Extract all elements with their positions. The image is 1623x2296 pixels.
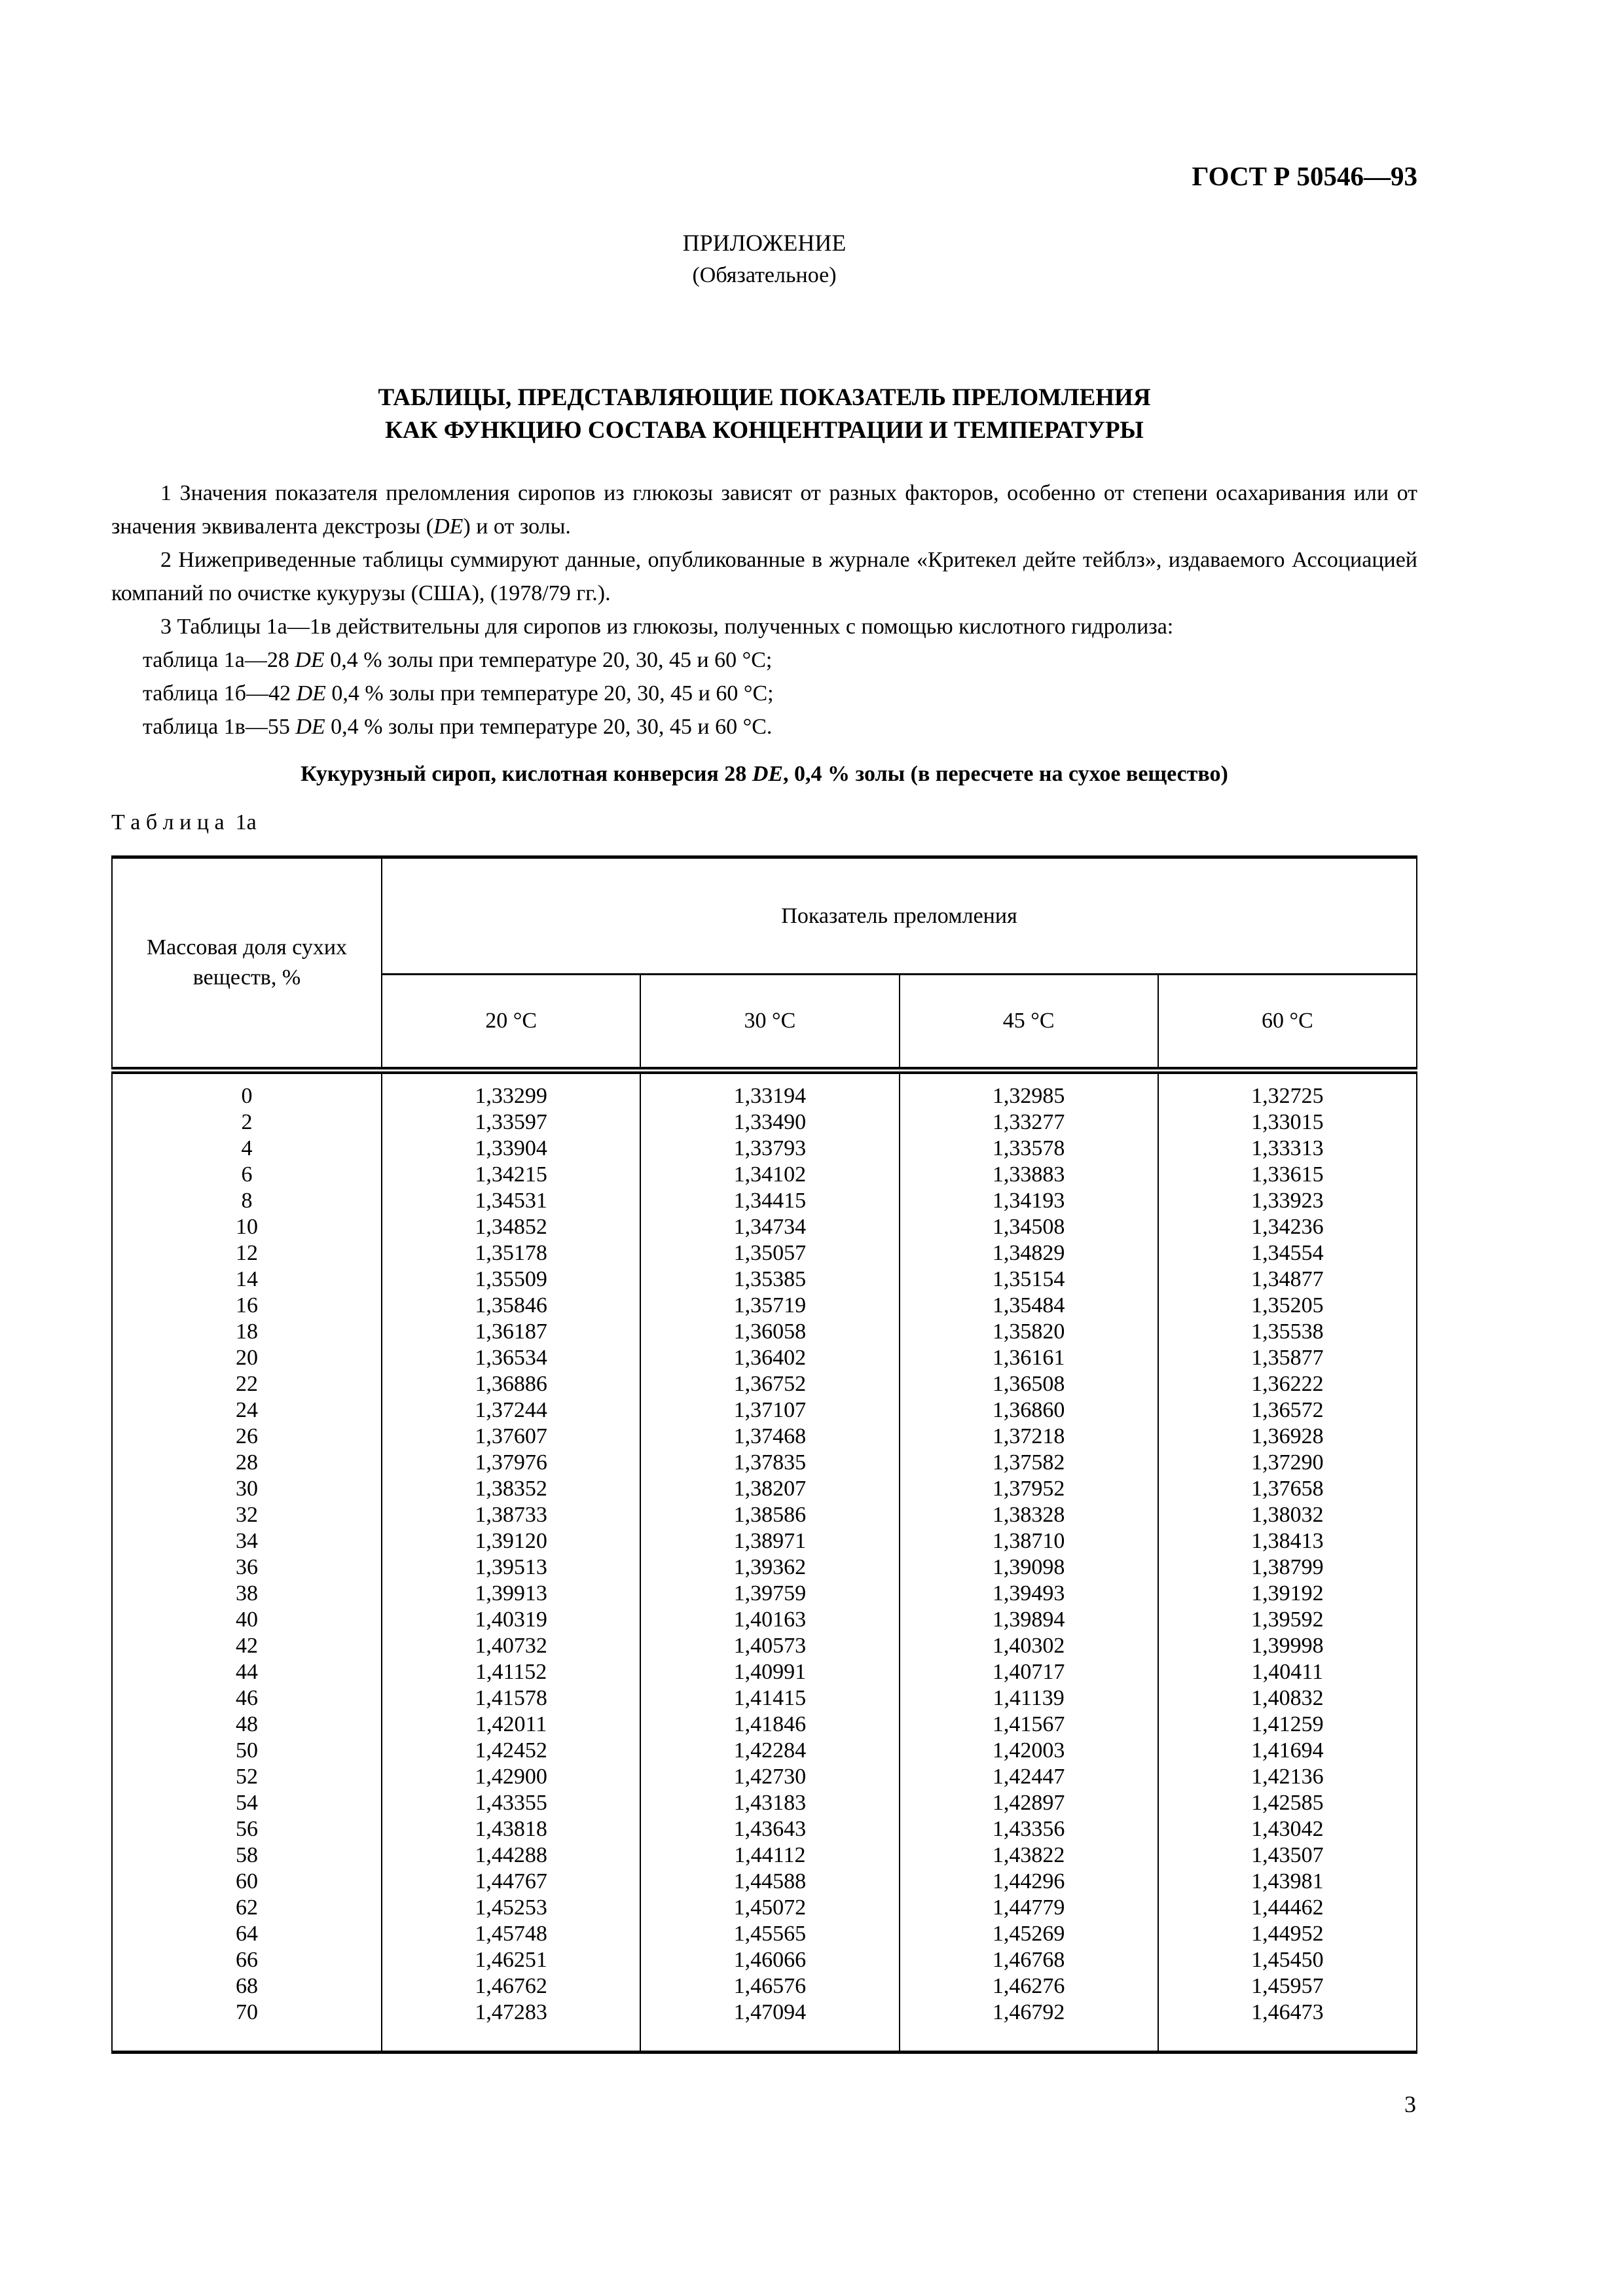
refraction-value-cell: 1,46768	[900, 1947, 1158, 1973]
refraction-value-cell: 1,34193	[900, 1188, 1158, 1214]
refraction-value-cell: 1,43507	[1158, 1842, 1417, 1869]
refraction-value-cell: 1,38733	[382, 1502, 640, 1528]
table-body	[112, 1071, 1417, 2053]
refraction-value-cell: 1,36187	[382, 1319, 640, 1345]
refraction-value-cell: 1,42447	[900, 1764, 1158, 1790]
dry-mass-cell: 40	[112, 1607, 382, 1633]
refraction-value-cell: 1,43356	[900, 1816, 1158, 1842]
item-b-text: таблица 1б—42	[143, 681, 297, 706]
refraction-value-cell: 1,46276	[900, 1973, 1158, 2000]
refraction-value-cell: 1,34508	[900, 1214, 1158, 1240]
refraction-value-cell: 1,38799	[1158, 1554, 1417, 1581]
refraction-value-cell: 1,38971	[640, 1528, 899, 1554]
refraction-value-cell: 1,39192	[1158, 1581, 1417, 1607]
refraction-value-cell: 1,34215	[382, 1162, 640, 1188]
refraction-value-cell: 1,38710	[900, 1528, 1158, 1554]
dry-mass-cell: 0	[112, 1071, 382, 1110]
table-row	[112, 1214, 1417, 1240]
table-row	[112, 1240, 1417, 1266]
refraction-value-cell: 1,36928	[1158, 1424, 1417, 1450]
refraction-value-cell: 1,33904	[382, 1136, 640, 1162]
refraction-value-cell: 1,42452	[382, 1738, 640, 1764]
refraction-value-cell: 1,40991	[640, 1659, 899, 1685]
table-row	[112, 1764, 1417, 1790]
refraction-value-cell: 1,36886	[382, 1371, 640, 1397]
dry-mass-cell: 6	[112, 1162, 382, 1188]
page-number: 3	[1404, 2091, 1416, 2117]
refraction-value-cell: 1,44779	[900, 1895, 1158, 1921]
refraction-value-cell: 1,44952	[1158, 1921, 1417, 1947]
refraction-value-cell: 1,41139	[900, 1685, 1158, 1712]
table-row	[112, 1450, 1417, 1476]
refraction-value-cell: 1,38413	[1158, 1528, 1417, 1554]
dry-mass-cell: 58	[112, 1842, 382, 1869]
dry-mass-cell: 42	[112, 1633, 382, 1659]
dry-mass-cell: 56	[112, 1816, 382, 1842]
refraction-value-cell: 1,41567	[900, 1712, 1158, 1738]
refraction-value-cell: 1,33490	[640, 1109, 899, 1136]
column-group-header-refraction: Показатель преломления	[382, 857, 1417, 975]
refraction-value-cell: 1,36058	[640, 1319, 899, 1345]
refraction-value-cell: 1,38352	[382, 1476, 640, 1502]
refraction-value-cell: 1,44288	[382, 1842, 640, 1869]
table-label: Т а б л и ц а 1а	[111, 810, 257, 834]
table-row	[112, 1071, 1417, 1110]
refraction-value-cell: 1,46473	[1158, 2000, 1417, 2053]
dry-mass-cell: 50	[112, 1738, 382, 1764]
dry-mass-cell: 70	[112, 2000, 382, 2053]
table-row	[112, 1476, 1417, 1502]
paragraph-3: 3 Таблицы 1а—1в действительны для сиропов из глюкозы, полученных с помощью кислотного гидролиза:	[160, 615, 1174, 639]
dry-mass-cell: 38	[112, 1581, 382, 1607]
column-header-45c: 45 °С	[900, 975, 1158, 1071]
refraction-value-cell: 1,41694	[1158, 1738, 1417, 1764]
item-b-de-term: DE	[296, 681, 326, 706]
refraction-value-cell: 1,37107	[640, 1397, 899, 1424]
refraction-value-cell: 1,37658	[1158, 1476, 1417, 1502]
refraction-value-cell: 1,37218	[900, 1424, 1158, 1450]
refraction-value-cell: 1,36222	[1158, 1371, 1417, 1397]
item-a-text-end: 0,4 % золы при температуре 20, 30, 45 и 60 °С;	[324, 648, 773, 672]
refraction-value-cell: 1,34554	[1158, 1240, 1417, 1266]
table-row	[112, 1842, 1417, 1869]
table-row	[112, 1633, 1417, 1659]
refraction-index-table	[111, 855, 1417, 2054]
dry-mass-cell: 10	[112, 1214, 382, 1240]
refraction-value-cell: 1,40163	[640, 1607, 899, 1633]
refraction-value-cell: 1,35178	[382, 1240, 640, 1266]
paragraph-1	[111, 476, 1417, 543]
refraction-value-cell: 1,33015	[1158, 1109, 1417, 1136]
refraction-value-cell: 1,45957	[1158, 1973, 1417, 2000]
refraction-value-cell: 1,45269	[900, 1921, 1158, 1947]
refraction-value-cell: 1,45072	[640, 1895, 899, 1921]
table-row	[112, 1816, 1417, 1842]
refraction-value-cell: 1,39493	[900, 1581, 1158, 1607]
refraction-value-cell: 1,42003	[900, 1738, 1158, 1764]
table-row	[112, 1502, 1417, 1528]
refraction-value-cell: 1,35846	[382, 1293, 640, 1319]
refraction-value-cell: 1,46762	[382, 1973, 640, 2000]
refraction-value-cell: 1,37607	[382, 1424, 640, 1450]
item-a-de-term: DE	[295, 648, 325, 672]
refraction-value-cell: 1,37582	[900, 1450, 1158, 1476]
refraction-value-cell: 1,33313	[1158, 1136, 1417, 1162]
refraction-value-cell: 1,35538	[1158, 1319, 1417, 1345]
refraction-value-cell: 1,35484	[900, 1293, 1158, 1319]
refraction-value-cell: 1,41152	[382, 1659, 640, 1685]
refraction-value-cell: 1,42136	[1158, 1764, 1417, 1790]
refraction-value-cell: 1,44767	[382, 1869, 640, 1895]
refraction-value-cell: 1,37244	[382, 1397, 640, 1424]
refraction-value-cell: 1,39998	[1158, 1633, 1417, 1659]
refraction-value-cell: 1,40411	[1158, 1659, 1417, 1685]
standard-number: ГОСТ Р 50546—93	[1192, 161, 1417, 191]
refraction-value-cell: 1,33194	[640, 1071, 899, 1110]
refraction-value-cell: 1,36572	[1158, 1397, 1417, 1424]
refraction-value-cell: 1,35509	[382, 1266, 640, 1293]
appendix-type: (Обязательное)	[692, 263, 837, 287]
dry-mass-cell: 4	[112, 1136, 382, 1162]
refraction-value-cell: 1,35205	[1158, 1293, 1417, 1319]
refraction-value-cell: 1,37976	[382, 1450, 640, 1476]
subtitle-text-end: , 0,4 % золы (в пересчете на сухое вещество)	[783, 762, 1228, 786]
refraction-value-cell: 1,39098	[900, 1554, 1158, 1581]
dry-mass-cell: 26	[112, 1424, 382, 1450]
refraction-value-cell: 1,41578	[382, 1685, 640, 1712]
refraction-value-cell: 1,41259	[1158, 1712, 1417, 1738]
subtitle-text: Кукурузный сироп, кислотная конверсия 28	[301, 762, 752, 786]
refraction-value-cell: 1,34734	[640, 1214, 899, 1240]
paragraph-3-item-c	[143, 710, 1417, 744]
refraction-value-cell: 1,33299	[382, 1071, 640, 1110]
dry-mass-cell: 16	[112, 1293, 382, 1319]
refraction-value-cell: 1,46066	[640, 1947, 899, 1973]
item-c-text: таблица 1в—55	[143, 715, 296, 739]
refraction-value-cell: 1,46576	[640, 1973, 899, 2000]
refraction-value-cell: 1,43643	[640, 1816, 899, 1842]
table-header-row-1	[112, 857, 1417, 975]
refraction-value-cell: 1,43355	[382, 1790, 640, 1816]
refraction-value-cell: 1,34415	[640, 1188, 899, 1214]
table-row	[112, 1659, 1417, 1685]
paragraph-1-text-end: ) и от золы.	[463, 514, 571, 539]
refraction-value-cell: 1,41846	[640, 1712, 899, 1738]
refraction-value-cell: 1,34102	[640, 1162, 899, 1188]
refraction-value-cell: 1,39513	[382, 1554, 640, 1581]
refraction-value-cell: 1,46792	[900, 2000, 1158, 2053]
refraction-value-cell: 1,36508	[900, 1371, 1158, 1397]
paragraph-3-item-a	[143, 643, 1417, 677]
table-row	[112, 1136, 1417, 1162]
dry-mass-cell: 8	[112, 1188, 382, 1214]
refraction-value-cell: 1,33793	[640, 1136, 899, 1162]
refraction-value-cell: 1,45748	[382, 1921, 640, 1947]
subtitle-de-term: DE	[752, 762, 784, 786]
table-row	[112, 1188, 1417, 1214]
refraction-value-cell: 1,33578	[900, 1136, 1158, 1162]
dry-mass-cell: 14	[112, 1266, 382, 1293]
document-title	[111, 382, 1417, 447]
dry-mass-cell: 60	[112, 1869, 382, 1895]
refraction-value-cell: 1,39913	[382, 1581, 640, 1607]
refraction-value-cell: 1,38032	[1158, 1502, 1417, 1528]
refraction-value-cell: 1,33883	[900, 1162, 1158, 1188]
refraction-value-cell: 1,38207	[640, 1476, 899, 1502]
refraction-value-cell: 1,34531	[382, 1188, 640, 1214]
refraction-value-cell: 1,34877	[1158, 1266, 1417, 1293]
refraction-value-cell: 1,36534	[382, 1345, 640, 1371]
dry-mass-cell: 46	[112, 1685, 382, 1712]
refraction-value-cell: 1,32985	[900, 1071, 1158, 1110]
paragraph-1-text: 1 Значения показателя преломления сиропов из глюкозы зависят от разных факторов, особенно от степени осахаривания или от значения эквивалента декстрозы (	[111, 481, 1417, 539]
column-header-30c: 30 °С	[640, 975, 899, 1071]
refraction-value-cell: 1,39120	[382, 1528, 640, 1554]
paragraph-2: 2 Нижеприведенные таблицы суммируют данные, опубликованные в журнале «Критекел дейте тейблз», издаваемого Ассоциацией компаний по очистке кукурузы (США), (1978/79 гг.).	[111, 548, 1417, 605]
refraction-value-cell: 1,39894	[900, 1607, 1158, 1633]
refraction-value-cell: 1,40573	[640, 1633, 899, 1659]
refraction-value-cell: 1,37468	[640, 1424, 899, 1450]
refraction-value-cell: 1,35820	[900, 1319, 1158, 1345]
dry-mass-cell: 24	[112, 1397, 382, 1424]
table-row	[112, 1371, 1417, 1397]
dry-mass-cell: 22	[112, 1371, 382, 1397]
refraction-value-cell: 1,45565	[640, 1921, 899, 1947]
dry-mass-cell: 68	[112, 1973, 382, 2000]
table-row	[112, 1869, 1417, 1895]
refraction-value-cell: 1,39759	[640, 1581, 899, 1607]
dry-mass-cell: 34	[112, 1528, 382, 1554]
refraction-value-cell: 1,40732	[382, 1633, 640, 1659]
refraction-value-cell: 1,35877	[1158, 1345, 1417, 1371]
column-header-20c: 20 °С	[382, 975, 640, 1071]
table-row	[112, 1685, 1417, 1712]
refraction-value-cell: 1,42284	[640, 1738, 899, 1764]
refraction-value-cell: 1,42730	[640, 1764, 899, 1790]
refraction-value-cell: 1,36860	[900, 1397, 1158, 1424]
dry-mass-cell: 66	[112, 1947, 382, 1973]
table-row	[112, 1973, 1417, 2000]
document-title-line-1: ТАБЛИЦЫ, ПРЕДСТАВЛЯЮЩИЕ ПОКАЗАТЕЛЬ ПРЕЛОМЛЕНИЯ	[378, 384, 1151, 411]
refraction-value-cell: 1,38328	[900, 1502, 1158, 1528]
refraction-value-cell: 1,47283	[382, 2000, 640, 2053]
paragraph-3-item-b	[143, 677, 1417, 710]
column-header-dry-mass: Массовая доля сухих веществ, %	[112, 857, 382, 1071]
refraction-value-cell: 1,37952	[900, 1476, 1158, 1502]
refraction-value-cell: 1,33923	[1158, 1188, 1417, 1214]
dry-mass-cell: 30	[112, 1476, 382, 1502]
dry-mass-cell: 48	[112, 1712, 382, 1738]
table-row	[112, 1266, 1417, 1293]
refraction-value-cell: 1,43981	[1158, 1869, 1417, 1895]
table-row	[112, 1528, 1417, 1554]
table-row	[112, 1895, 1417, 1921]
refraction-value-cell: 1,45253	[382, 1895, 640, 1921]
refraction-value-cell: 1,42897	[900, 1790, 1158, 1816]
dry-mass-cell: 32	[112, 1502, 382, 1528]
item-b-text-end: 0,4 % золы при температуре 20, 30, 45 и 60 °С;	[325, 681, 774, 706]
dry-mass-cell: 20	[112, 1345, 382, 1371]
refraction-value-cell: 1,34236	[1158, 1214, 1417, 1240]
refraction-value-cell: 1,36402	[640, 1345, 899, 1371]
refraction-value-cell: 1,38586	[640, 1502, 899, 1528]
table-row	[112, 1790, 1417, 1816]
refraction-value-cell: 1,45450	[1158, 1947, 1417, 1973]
refraction-value-cell: 1,46251	[382, 1947, 640, 1973]
refraction-value-cell: 1,40319	[382, 1607, 640, 1633]
refraction-value-cell: 1,41415	[640, 1685, 899, 1712]
item-c-de-term: DE	[295, 715, 325, 739]
refraction-value-cell: 1,44296	[900, 1869, 1158, 1895]
table-row	[112, 1397, 1417, 1424]
refraction-value-cell: 1,35057	[640, 1240, 899, 1266]
refraction-value-cell: 1,34852	[382, 1214, 640, 1240]
item-a-text: таблица 1а—28	[143, 648, 295, 672]
dry-mass-cell: 54	[112, 1790, 382, 1816]
dry-mass-cell: 64	[112, 1921, 382, 1947]
refraction-value-cell: 1,44112	[640, 1842, 899, 1869]
refraction-value-cell: 1,35154	[900, 1266, 1158, 1293]
paragraph-1-de-term: DE	[433, 514, 464, 539]
refraction-value-cell: 1,35385	[640, 1266, 899, 1293]
table-row	[112, 1109, 1417, 1136]
refraction-value-cell: 1,32725	[1158, 1071, 1417, 1110]
refraction-value-cell: 1,42900	[382, 1764, 640, 1790]
item-c-text-end: 0,4 % золы при температуре 20, 30, 45 и 60 °С.	[325, 715, 773, 739]
table-row	[112, 1319, 1417, 1345]
refraction-value-cell: 1,39362	[640, 1554, 899, 1581]
table-row	[112, 1424, 1417, 1450]
table-row	[112, 1345, 1417, 1371]
table-row	[112, 1738, 1417, 1764]
table-row	[112, 1293, 1417, 1319]
dry-mass-cell: 18	[112, 1319, 382, 1345]
refraction-value-cell: 1,36161	[900, 1345, 1158, 1371]
dry-mass-cell: 2	[112, 1109, 382, 1136]
table-row	[112, 1162, 1417, 1188]
refraction-value-cell: 1,40302	[900, 1633, 1158, 1659]
refraction-value-cell: 1,34829	[900, 1240, 1158, 1266]
column-header-60c: 60 °С	[1158, 975, 1417, 1071]
table-row	[112, 1607, 1417, 1633]
refraction-value-cell: 1,43042	[1158, 1816, 1417, 1842]
dry-mass-cell: 52	[112, 1764, 382, 1790]
table-row	[112, 1712, 1417, 1738]
table-row	[112, 1554, 1417, 1581]
table-row	[112, 1581, 1417, 1607]
document-title-line-2: КАК ФУНКЦИЮ СОСТАВА КОНЦЕНТРАЦИИ И ТЕМПЕРАТУРЫ	[385, 417, 1144, 444]
dry-mass-cell: 62	[112, 1895, 382, 1921]
table-row	[112, 1921, 1417, 1947]
refraction-value-cell: 1,43818	[382, 1816, 640, 1842]
dry-mass-cell: 12	[112, 1240, 382, 1266]
refraction-value-cell: 1,36752	[640, 1371, 899, 1397]
refraction-value-cell: 1,44462	[1158, 1895, 1417, 1921]
dry-mass-cell: 28	[112, 1450, 382, 1476]
refraction-value-cell: 1,37835	[640, 1450, 899, 1476]
refraction-value-cell: 1,35719	[640, 1293, 899, 1319]
dry-mass-cell: 44	[112, 1659, 382, 1685]
refraction-value-cell: 1,47094	[640, 2000, 899, 2053]
refraction-value-cell: 1,42011	[382, 1712, 640, 1738]
refraction-value-cell: 1,33597	[382, 1109, 640, 1136]
refraction-value-cell: 1,40717	[900, 1659, 1158, 1685]
dry-mass-cell: 36	[112, 1554, 382, 1581]
refraction-value-cell: 1,43183	[640, 1790, 899, 1816]
table-row	[112, 2000, 1417, 2053]
refraction-value-cell: 1,40832	[1158, 1685, 1417, 1712]
table-row	[112, 1947, 1417, 1973]
refraction-value-cell: 1,42585	[1158, 1790, 1417, 1816]
table-subtitle	[111, 760, 1417, 789]
refraction-value-cell: 1,43822	[900, 1842, 1158, 1869]
appendix-title: ПРИЛОЖЕНИЕ	[682, 230, 847, 256]
refraction-value-cell: 1,37290	[1158, 1450, 1417, 1476]
refraction-value-cell: 1,33615	[1158, 1162, 1417, 1188]
refraction-value-cell: 1,39592	[1158, 1607, 1417, 1633]
refraction-value-cell: 1,44588	[640, 1869, 899, 1895]
refraction-value-cell: 1,33277	[900, 1109, 1158, 1136]
